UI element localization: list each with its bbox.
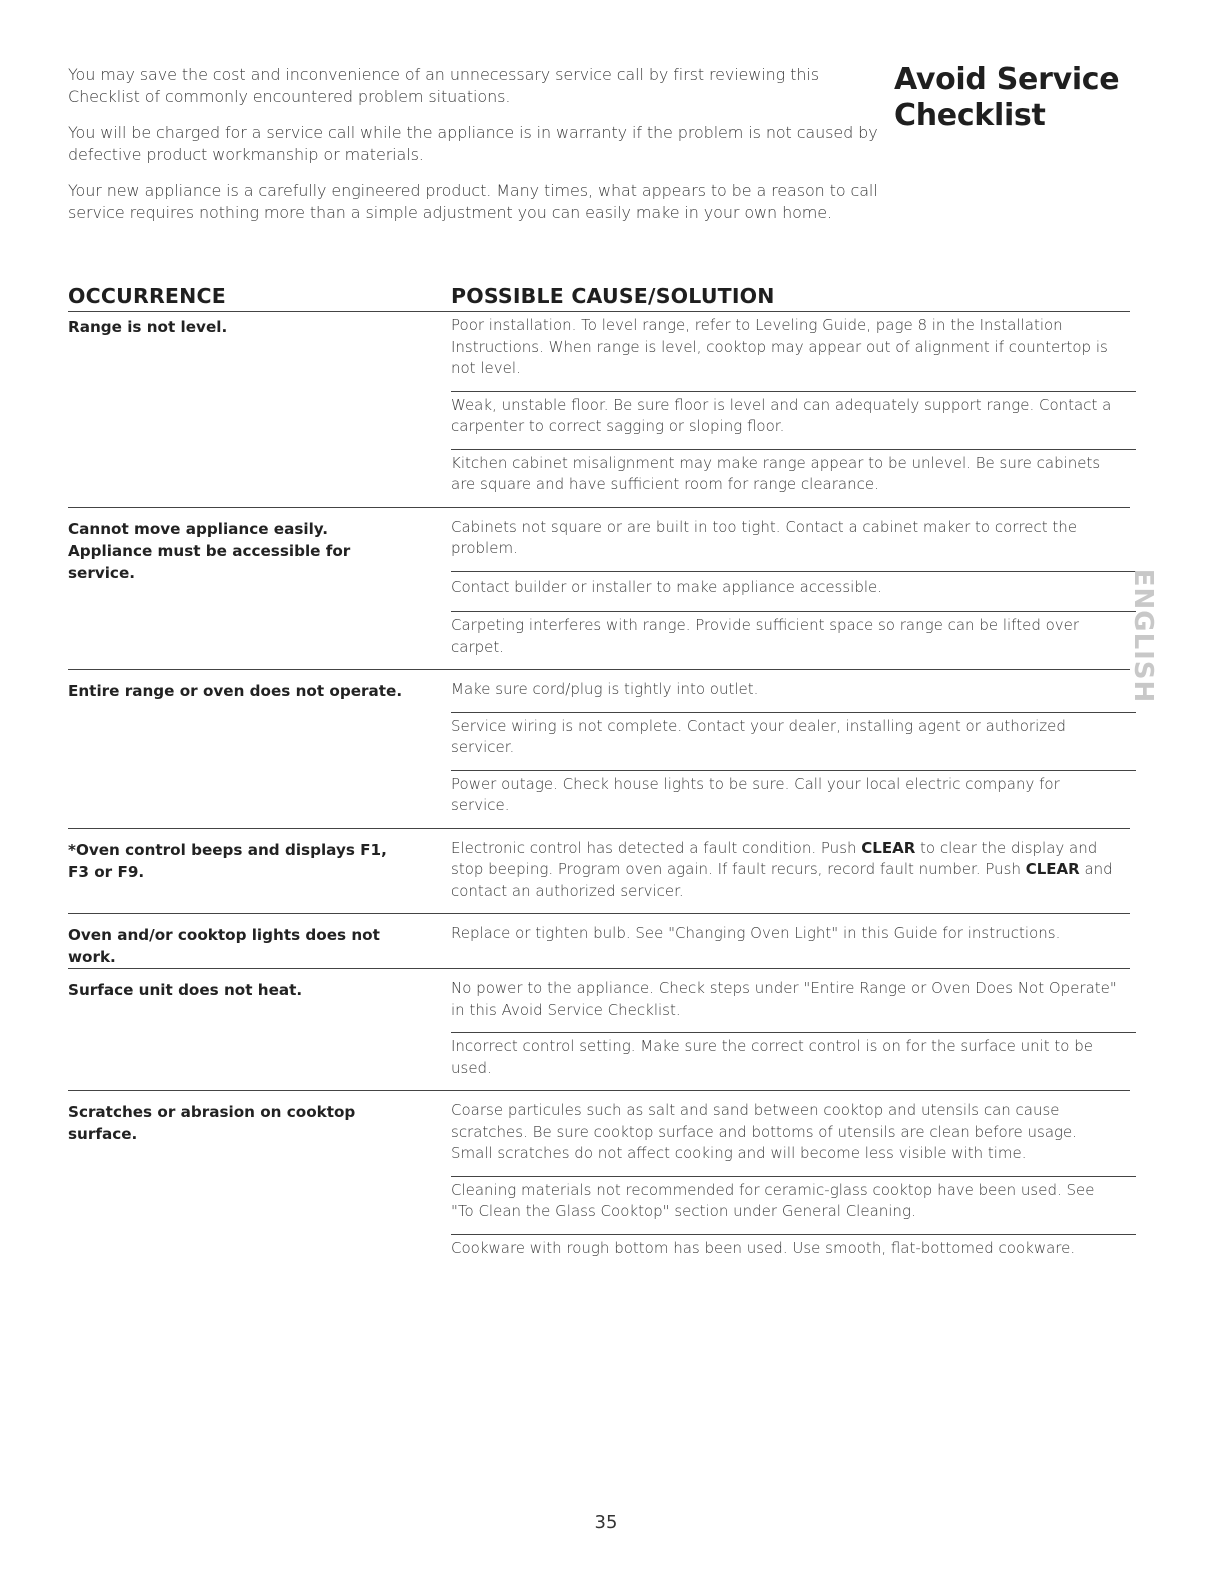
cause-text: Electronic control has detected a fault condition. Push <box>451 838 862 857</box>
occurrence-cell: Oven and/or cooktop lights does not work. <box>68 926 380 966</box>
causes-cell <box>451 969 1130 1090</box>
page-title-line: Checklist <box>894 98 1046 133</box>
causes-cell <box>451 829 1130 914</box>
clear-key-label: CLEAR <box>861 838 916 857</box>
language-label: ENGLISH <box>1128 568 1158 704</box>
occurrence-cell: Surface unit does not heat. <box>68 981 303 999</box>
cause-item: Kitchen cabinet misalignment may make range appear to be unlevel. Be sure cabinets are square and have sufficient room for range clearance. <box>451 453 1101 493</box>
table-row <box>68 1091 1130 1270</box>
page-title-line: Avoid Service <box>894 62 1120 97</box>
causes-cell <box>451 670 1130 828</box>
page-number: 35 <box>594 1512 618 1533</box>
cause-item: Make sure cord/plug is tightly into outlet. <box>451 676 1136 713</box>
occurrence-header: OCCURRENCE <box>68 284 226 308</box>
table-row <box>68 969 1130 1091</box>
table-row <box>68 508 1130 671</box>
table-row <box>68 829 1130 915</box>
cause-item: Coarse particules such as salt and sand between cooktop and utensils can cause scratches. Be sure cooktop surface and bottoms of utensils are clean before usage. Small scratches do not affect cooking and will become less visible with time. <box>451 1097 1136 1177</box>
cause-item: Cleaning materials not recommended for ceramic-glass cooktop have been used. See "To Clean the Glass Cooktop" section under General Cleaning. <box>451 1177 1136 1235</box>
occurrence-cell: Range is not level. <box>68 318 228 336</box>
page-title <box>894 62 1154 134</box>
occurrence-cell: Cannot move appliance easily. Appliance must be accessible for service. <box>68 519 351 582</box>
occurrence-cell: Entire range or oven does not operate. <box>68 682 403 700</box>
cause-item: Service wiring is not complete. Contact your dealer, installing agent or authorized servicer. <box>451 713 1136 771</box>
cause-item: Carpeting interferes with range. Provide sufficient space so range can be lifted over carpet. <box>451 616 1080 656</box>
cause-item: Power outage. Check house lights to be sure. Call your local electric company for service. <box>451 774 1060 814</box>
causes-cell <box>451 508 1130 670</box>
cause-item: Poor installation. To level range, refer to Leveling Guide, page 8 in the Installation Instructions. When range is level, cooktop may appear out of alignment if countertop is not level. <box>451 312 1136 392</box>
intro-text <box>68 64 878 238</box>
cause-item: Cookware with rough bottom has been used. Use smooth, flat-bottomed cookware. <box>451 1238 1076 1257</box>
occurrence-cell: Scratches or abrasion on cooktop surface. <box>68 1103 356 1143</box>
solution-header: POSSIBLE CAUSE/SOLUTION <box>451 284 775 308</box>
cause-item: Replace or tighten bulb. See "Changing Oven Light" in this Guide for instructions. <box>451 924 1061 942</box>
language-side-tab <box>1128 566 1158 706</box>
causes-cell <box>451 914 1130 968</box>
clear-key-label: CLEAR <box>1025 860 1080 878</box>
cause-item: Incorrect control setting. Make sure the correct control is on for the surface unit to be used. <box>451 1037 1093 1077</box>
causes-cell <box>451 312 1130 507</box>
occurrence-cell: *Oven control beeps and displays F1, F3 or F9. <box>68 840 387 881</box>
intro-paragraph: You may save the cost and inconvenience of an unnecessary service call by first reviewing this Checklist of commonly encountered problem situations. <box>68 65 819 106</box>
causes-cell <box>451 1091 1130 1270</box>
cause-item: Cabinets not square or are built in too tight. Contact a cabinet maker to correct the problem. <box>451 514 1136 572</box>
cause-item: Weak, unstable floor. Be sure floor is level and can adequately support range. Contact a carpenter to correct sagging or sloping floor. <box>451 392 1136 450</box>
checklist-table <box>68 312 1130 1270</box>
cause-item: No power to the appliance. Check steps under "Entire Range or Oven Does Not Operate" in this Avoid Service Checklist. <box>451 975 1136 1033</box>
table-row <box>68 312 1130 508</box>
intro-paragraph: You will be charged for a service call while the appliance is in warranty if the problem is not caused by defective product workmanship or materials. <box>68 123 878 164</box>
cause-item: Contact builder or installer to make appliance accessible. <box>451 572 1136 613</box>
intro-paragraph: Your new appliance is a carefully engineered product. Many times, what appears to be a reason to call service requires nothing more than a simple adjustment you can easily make in your own home. <box>68 181 878 222</box>
cause-item <box>451 835 1136 914</box>
table-row <box>68 670 1130 829</box>
table-row <box>68 914 1130 969</box>
cause-text: and contact an authorized servicer. <box>451 860 1113 900</box>
cause-text: to clear the display and stop beeping. Program oven again. If fault recurs, record fault number. Push <box>451 838 1098 878</box>
